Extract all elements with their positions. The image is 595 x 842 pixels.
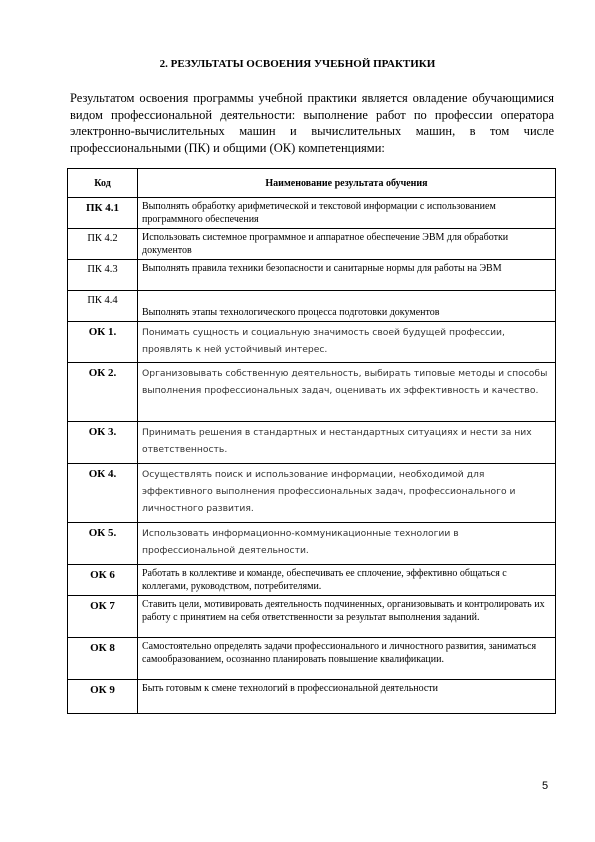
- competency-text: Выполнять правила техники безопасности и санитарные нормы для работы на ЭВМ: [138, 260, 556, 291]
- competency-code: ОК 9: [68, 680, 138, 714]
- competency-text: Организовывать собственную деятельность, выбирать типовые методы и способы выполнения профессиональных задач, оценивать их эффективность и качество.: [138, 363, 556, 422]
- table-row: [68, 291, 556, 322]
- table-row: [68, 422, 556, 464]
- header-code: Код: [68, 169, 138, 198]
- table-row: [68, 565, 556, 596]
- competency-code: ОК 7: [68, 596, 138, 638]
- competency-code: ОК 8: [68, 638, 138, 680]
- competency-text: Осуществлять поиск и использование информации, необходимой для эффективного выполнения профессиональных задач, профессионального и личностного развития.: [138, 464, 556, 523]
- competency-text: Понимать сущность и социальную значимость своей будущей профессии, проявлять к ней устойчивый интерес.: [138, 322, 556, 363]
- competency-text: Ставить цели, мотивировать деятельность подчиненных, организовывать и контролировать их работу с принятием на себя ответственности за результат выполнения заданий.: [138, 596, 556, 638]
- intro-paragraph: Результатом освоения программы учебной практики является овладение обучающимися видом профессиональной деятельности: выполнение работ по профессии оператора электронно-вычислительных машин и вычислительных машин, в том числе профессиональными (ПК) и общими (ОК) компетенциями:: [70, 91, 554, 155]
- competency-code: ОК 1.: [68, 322, 138, 363]
- table-row: [68, 198, 556, 229]
- table-row: [68, 523, 556, 565]
- table-row: [68, 464, 556, 523]
- competency-code: ПК 4.2: [68, 229, 138, 260]
- competency-text: Принимать решения в стандартных и нестандартных ситуациях и нести за них ответственность.: [138, 422, 556, 464]
- competency-text: Самостоятельно определять задачи профессионального и личностного развития, заниматься самообразованием, осознанно планировать повышение квалификации.: [138, 638, 556, 680]
- table-row: [68, 680, 556, 714]
- table-row: [68, 322, 556, 363]
- table-row: [68, 229, 556, 260]
- competency-text: Выполнять этапы технологического процесса подготовки документов: [138, 291, 556, 322]
- competency-code: ПК 4.1: [68, 198, 138, 229]
- header-result: Наименование результата обучения: [138, 169, 556, 198]
- competency-text: Быть готовым к смене технологий в профессиональной деятельности: [138, 680, 556, 714]
- table-row: [68, 596, 556, 638]
- competency-text: Использовать информационно-коммуникационные технологии в профессиональной деятельности.: [138, 523, 556, 565]
- competency-code: ПК 4.4: [68, 291, 138, 322]
- competency-code: ОК 3.: [68, 422, 138, 464]
- competency-table: [67, 168, 556, 714]
- competency-code: ОК 6: [68, 565, 138, 596]
- competency-code: ОК 4.: [68, 464, 138, 523]
- table-header-row: [68, 169, 556, 198]
- page-number: 5: [542, 780, 549, 792]
- table-row: [68, 363, 556, 422]
- competency-code: ОК 5.: [68, 523, 138, 565]
- competency-code: ПК 4.3: [68, 260, 138, 291]
- table-row: [68, 260, 556, 291]
- competency-text: Использовать системное программное и аппаратное обеспечение ЭВМ для обработки документов: [138, 229, 556, 260]
- table-row: [68, 638, 556, 680]
- section-heading: 2. РЕЗУЛЬТАТЫ ОСВОЕНИЯ УЧЕБНОЙ ПРАКТИКИ: [159, 58, 436, 70]
- competency-text: Выполнять обработку арифметической и текстовой информации с использованием программного обеспечения: [138, 198, 556, 229]
- competency-code: ОК 2.: [68, 363, 138, 422]
- competency-text: Работать в коллективе и команде, обеспечивать ее сплочение, эффективно общаться с коллегами, руководством, потребителями.: [138, 565, 556, 596]
